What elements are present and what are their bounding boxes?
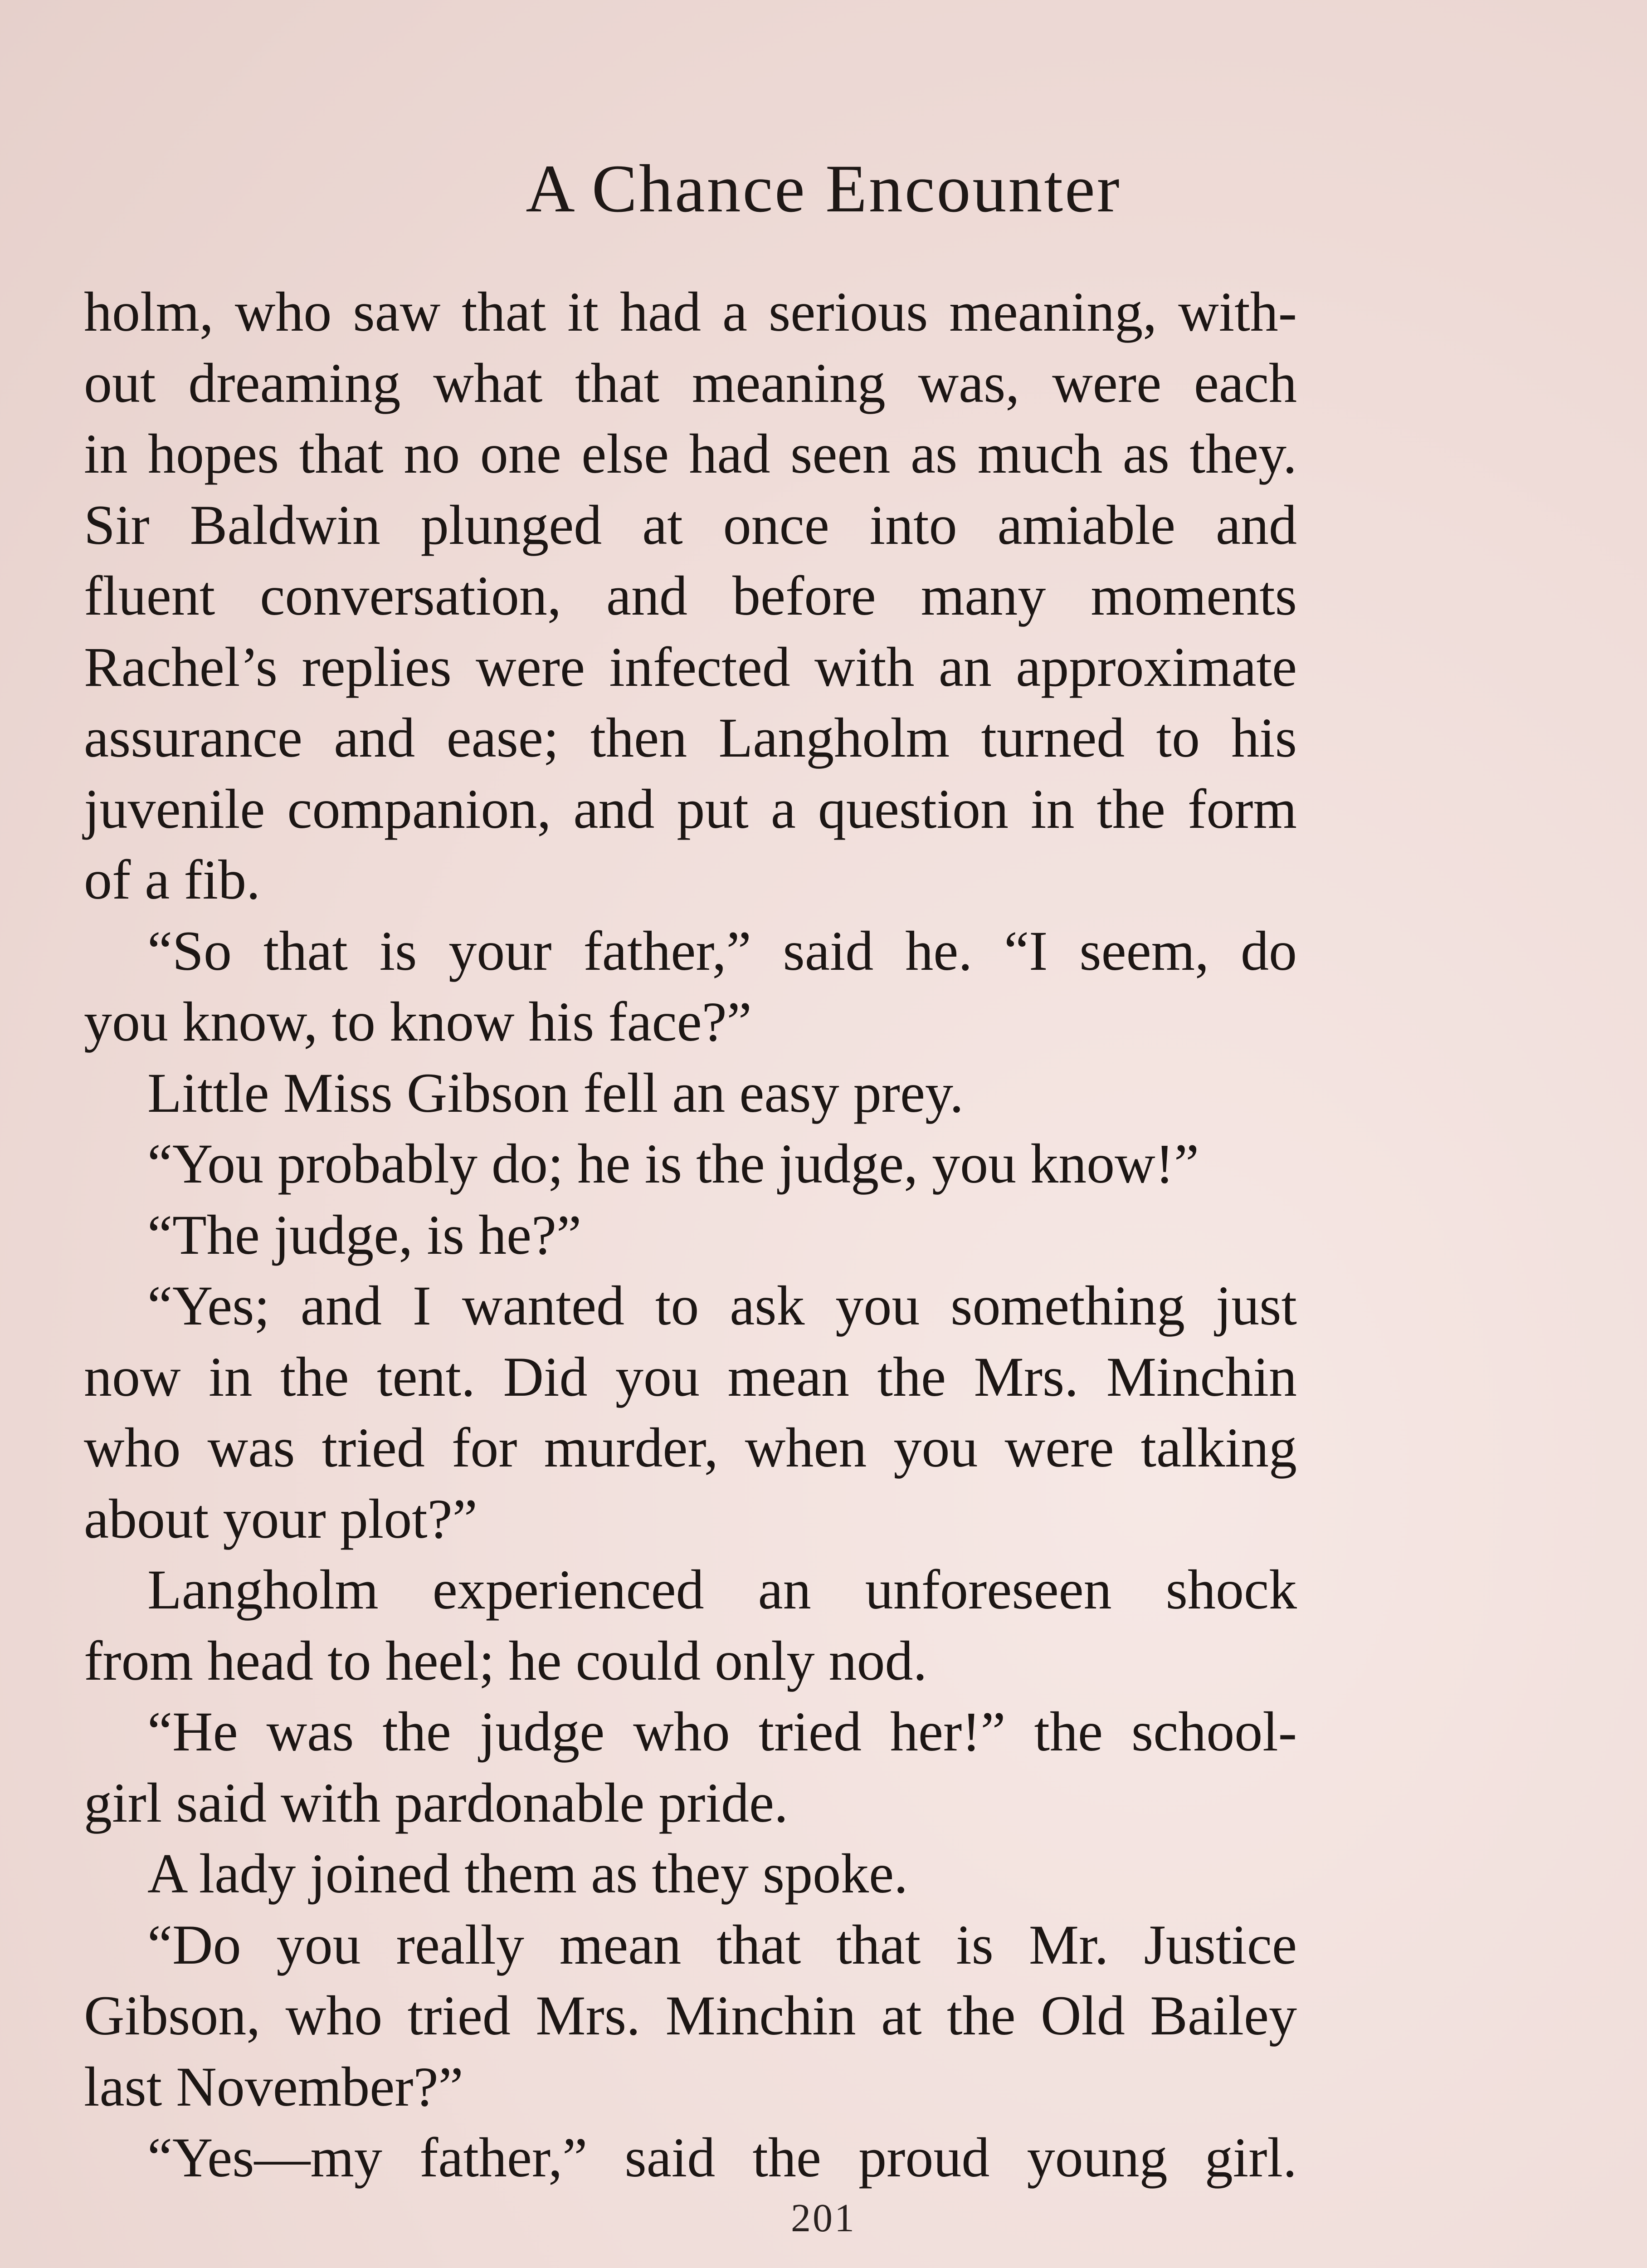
text-line: out dreaming what that meaning was, were each xyxy=(84,352,1297,414)
text-line: Sir Baldwin plunged at once into amiable and xyxy=(84,494,1297,556)
text-line: fluent conversation, and before many moments xyxy=(84,565,1297,627)
text-line: girl said with pardonable pride. xyxy=(84,1771,789,1834)
running-head: A Chance Encounter xyxy=(526,151,1121,226)
text-line: who was tried for murder, when you were talking xyxy=(84,1417,1297,1479)
text-line: Langholm experienced an unforeseen shock xyxy=(147,1559,1297,1621)
text-line: last November?” xyxy=(84,2055,463,2118)
text-line: “Do you really mean that that is Mr. Justice xyxy=(147,1913,1297,1976)
text-line: holm, who saw that it had a serious meaning, with- xyxy=(84,281,1297,343)
text-line: Rachel’s replies were infected with an approximate xyxy=(84,635,1297,698)
text-line: A lady joined them as they spoke. xyxy=(147,1843,908,1905)
text-line: Gibson, who tried Mrs. Minchin at the Old Bailey xyxy=(84,1984,1297,2047)
text-line: juvenile companion, and put a question in the form xyxy=(84,777,1297,840)
text-line: “So that is your father,” said he. “I seem, do xyxy=(147,919,1297,982)
text-line: Little Miss Gibson fell an easy prey. xyxy=(147,1061,964,1124)
text-line: of a fib. xyxy=(84,849,261,911)
text-line: about your plot?” xyxy=(84,1487,478,1550)
body-text xyxy=(84,277,1297,2194)
text-line: “You probably do; he is the judge, you know!” xyxy=(147,1133,1199,1195)
text-line: “He was the judge who tried her!” the school- xyxy=(147,1701,1297,1763)
text-line: in hopes that no one else had seen as much as they. xyxy=(84,423,1297,485)
page-number: 201 xyxy=(791,2196,856,2240)
text-line: “The judge, is he?” xyxy=(147,1203,582,1266)
text-line: you know, to know his face?” xyxy=(84,991,752,1053)
text-line: from head to heel; he could only nod. xyxy=(84,1629,927,1692)
text-line: “Yes; and I wanted to ask you something just xyxy=(147,1275,1297,1337)
text-line: now in the tent. Did you mean the Mrs. Minchin xyxy=(84,1345,1297,1408)
text-line: “Yes—my father,” said the proud young girl. xyxy=(147,2126,1297,2189)
text-line: assurance and ease; then Langholm turned to his xyxy=(84,707,1297,769)
